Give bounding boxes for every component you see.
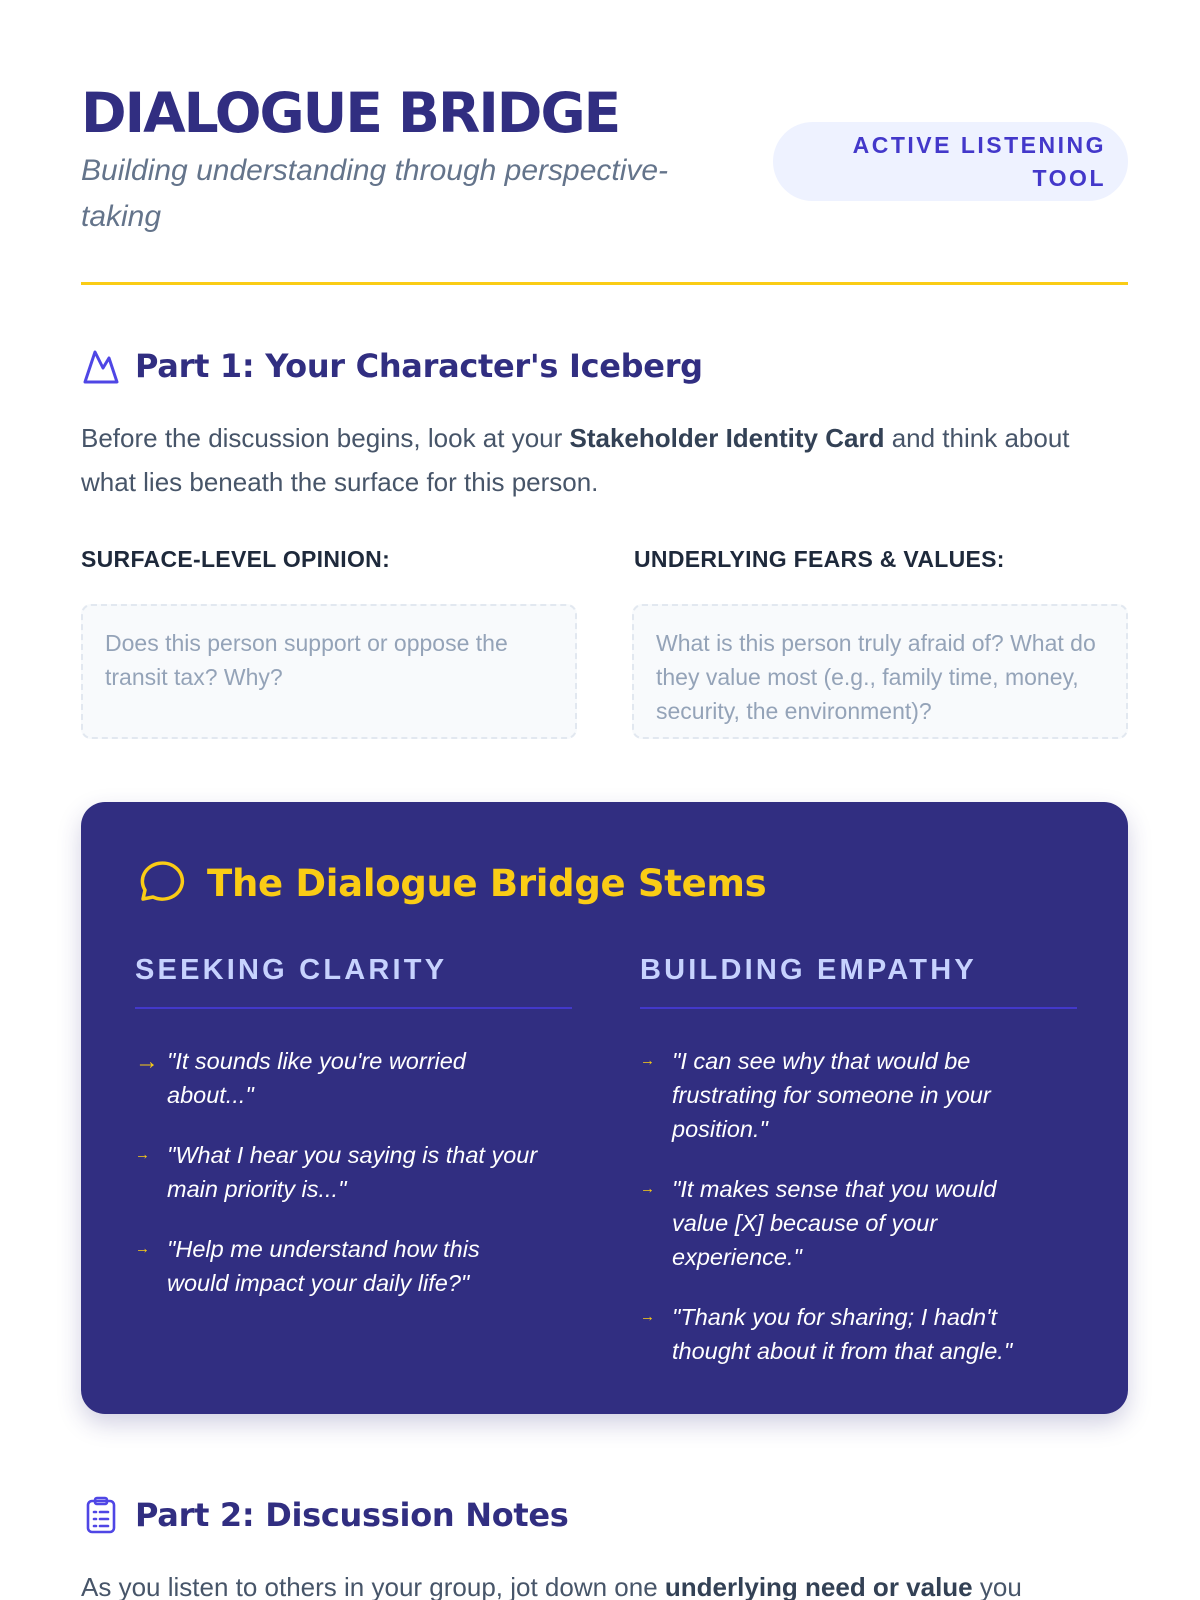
- arrow-icon: →: [135, 1146, 150, 1163]
- arrow-icon: →: [640, 1308, 655, 1325]
- clarity-stem-text: "It sounds like you're worried about...": [167, 1048, 466, 1108]
- part1-heading-row: [81, 346, 703, 386]
- part1-intro-text-end: and think about what lies beneath the surface for this person.: [81, 423, 1070, 497]
- clarity-stem: [135, 1044, 572, 1112]
- dialogue-stems-card: [81, 802, 1128, 1414]
- empathy-stem: [640, 1300, 1077, 1368]
- clarity-stem-text: "Help me understand how this would impact your daily life?": [167, 1236, 480, 1296]
- part2-heading: Part 2: Discussion Notes: [135, 1496, 569, 1534]
- seeking-clarity-column: [135, 954, 572, 1296]
- part1-intro-text: Before the discussion begins, look at your: [81, 423, 570, 453]
- page-subtitle: Building understanding through perspective-taking: [81, 154, 669, 233]
- page-title: DIALOGUE BRIDGE: [81, 81, 620, 145]
- empathy-stem: [640, 1172, 1077, 1274]
- clarity-stem: [135, 1232, 572, 1300]
- empathy-stem-text: "I can see why that would be frustrating for someone in your position.": [672, 1048, 991, 1142]
- arrow-icon: →: [135, 1240, 150, 1257]
- worksheet-page: [81, 0, 1128, 1600]
- mountain-icon: [81, 346, 121, 386]
- part2-intro-text: As you listen to others in your group, jot down one: [81, 1572, 665, 1600]
- underlying-need-ref: underlying need or value: [664, 1572, 973, 1600]
- part2-intro-text-end: you: [972, 1572, 1022, 1600]
- building-empathy-column: [640, 954, 1077, 1364]
- stems-heading: The Dialogue Bridge Stems: [207, 861, 767, 905]
- empathy-stem-text: "Thank you for sharing; I hadn't thought about it from that angle.": [672, 1304, 1013, 1364]
- clipboard-icon: [81, 1495, 121, 1535]
- clarity-stem-text: "What I hear you saying is that your main priority is...": [167, 1142, 538, 1202]
- part1-intro: [81, 416, 1128, 504]
- part2-intro: [81, 1565, 1128, 1600]
- stakeholder-card-ref: Stakeholder Identity Card: [569, 423, 885, 453]
- arrow-icon: →: [640, 1180, 655, 1197]
- surface-opinion-placeholder: Does this person support or oppose the transit tax? Why?: [105, 630, 508, 690]
- clarity-stem: [135, 1138, 572, 1206]
- stems-heading-row: [135, 857, 766, 909]
- building-empathy-title: BUILDING EMPATHY: [640, 954, 1077, 1009]
- underlying-values-placeholder: What is this person truly afraid of? What do they value most (e.g., family time, money, security, the environment)?: [656, 630, 1096, 724]
- part1-heading: Part 1: Your Character's Iceberg: [135, 347, 703, 385]
- arrow-icon: →: [640, 1052, 655, 1069]
- seeking-clarity-title: SEEKING CLARITY: [135, 954, 572, 1009]
- surface-opinion-field[interactable]: [81, 604, 577, 739]
- underlying-values-label: UNDERLYING FEARS & VALUES:: [634, 546, 1005, 572]
- speech-bubble-icon: [135, 857, 187, 909]
- tool-badge: ACTIVE LISTENING TOOL: [773, 122, 1128, 201]
- page-header: [81, 0, 1128, 285]
- part2-heading-row: [81, 1495, 569, 1535]
- underlying-values-field[interactable]: [632, 604, 1128, 739]
- empathy-stem: [640, 1044, 1077, 1146]
- empathy-stem-text: "It makes sense that you would value [X] because of your experience.": [672, 1176, 997, 1270]
- arrow-icon: →: [135, 1048, 159, 1074]
- surface-opinion-label: SURFACE-LEVEL OPINION:: [81, 546, 391, 572]
